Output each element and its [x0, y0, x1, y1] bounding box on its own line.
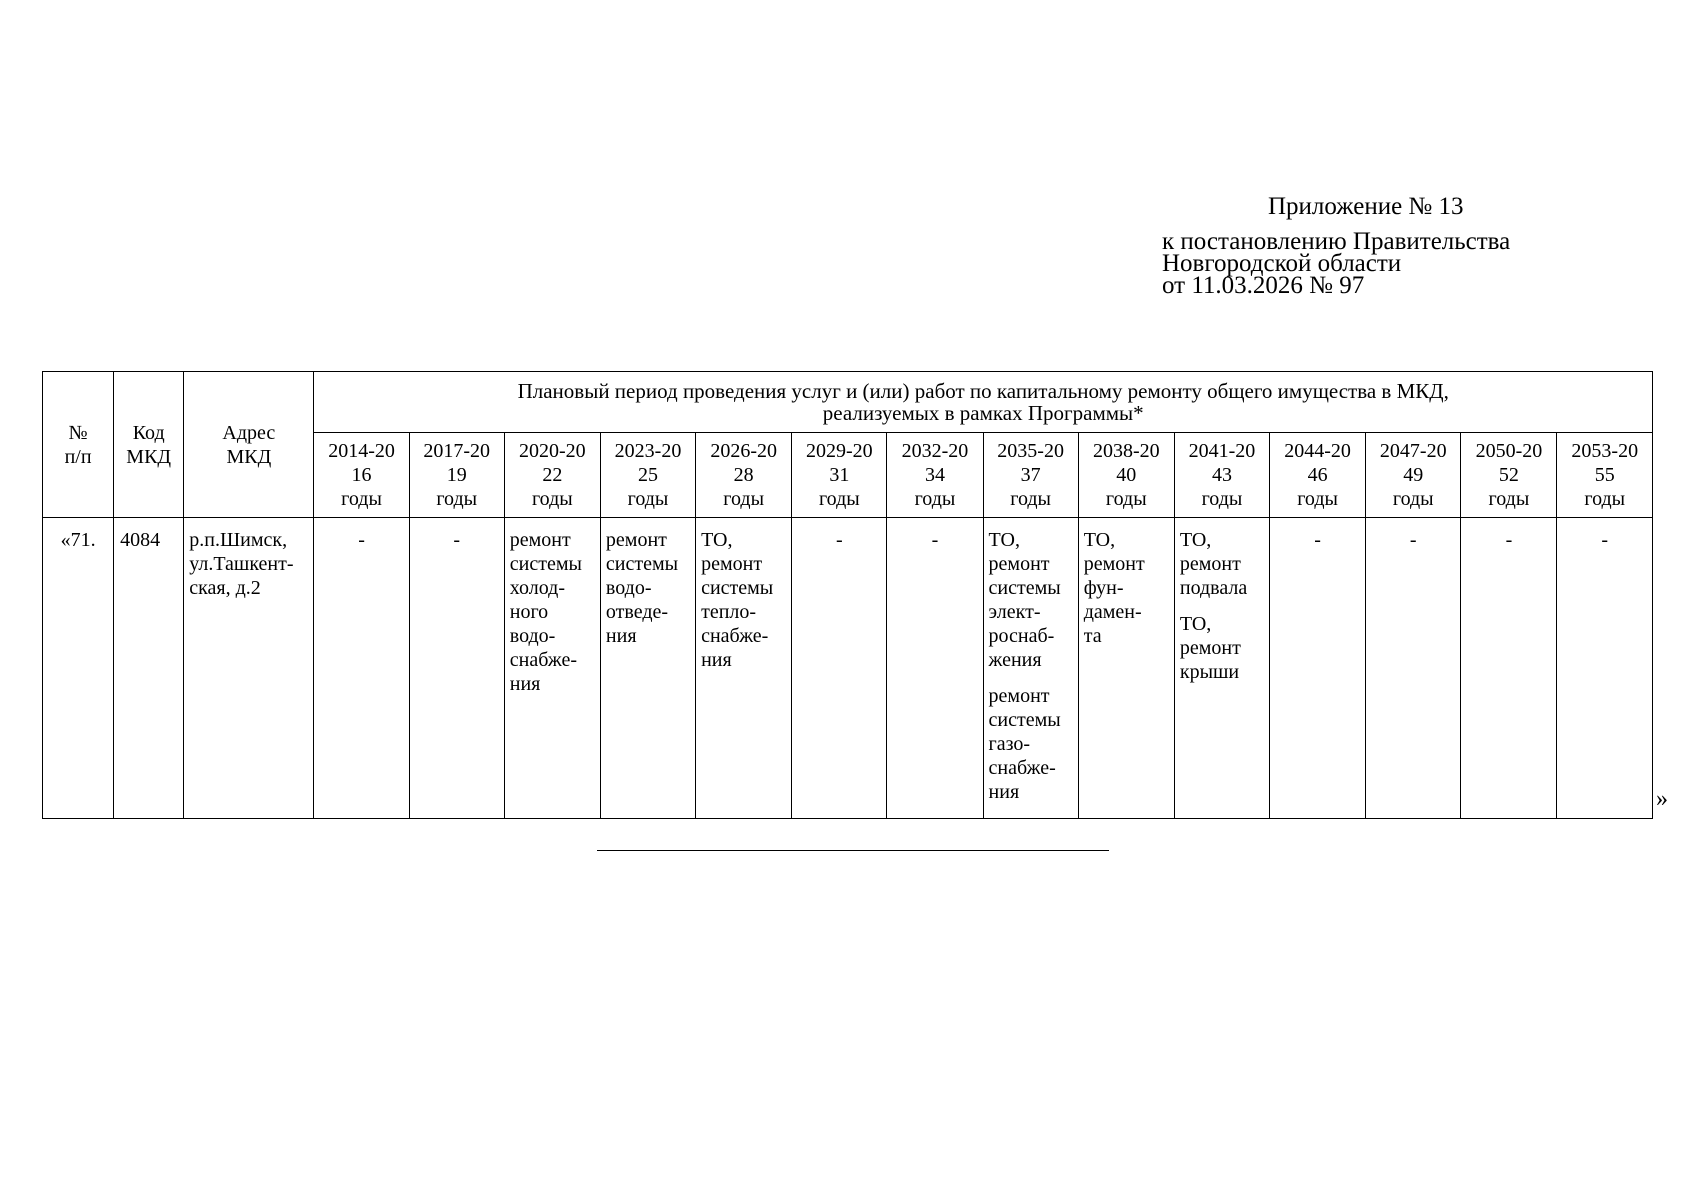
period-header: [1557, 433, 1653, 518]
col-header-code: [114, 372, 184, 518]
period-header-line: 43: [1211, 464, 1232, 486]
period-header-line: годы: [436, 488, 478, 510]
col-header-number-line: №: [68, 421, 88, 444]
work-item-line: ремонт: [988, 685, 1050, 707]
period-header-line: 2029-20: [805, 440, 873, 462]
work-item: [1180, 612, 1269, 684]
capital-repair-table: [42, 371, 1653, 819]
cell-no-work: -: [314, 518, 409, 819]
work-item-line: водо-: [605, 577, 652, 599]
cell-no-work: -: [409, 518, 504, 819]
work-item: [606, 528, 695, 648]
work-item-line: та: [1083, 625, 1102, 647]
period-header-line: 2014-20: [328, 440, 395, 462]
cell-work: [1078, 518, 1174, 819]
period-header-line: 16: [351, 464, 372, 486]
period-header-line: 52: [1498, 464, 1519, 486]
period-header: [1366, 433, 1461, 518]
period-header-line: годы: [1392, 488, 1434, 510]
work-item: [1084, 528, 1174, 648]
cell-address: [184, 518, 314, 819]
period-header: [314, 433, 409, 518]
resolution-line: от 11.03.2026 № 97: [1162, 272, 1365, 299]
work-item-line: крыши: [1179, 661, 1240, 683]
cell-no-work: -: [1461, 518, 1557, 819]
period-header-line: годы: [723, 488, 765, 510]
period-header: [983, 433, 1078, 518]
work-item-line: ТО,: [701, 529, 733, 551]
period-header-line: 2017-20: [423, 440, 491, 462]
planned-period-header-line: Плановый период проведения услуг и (или) работ по капитальному ремонту общего имущества в МКД,: [517, 379, 1449, 403]
closing-quote: »: [1656, 786, 1668, 812]
work-item-line: системы: [988, 709, 1061, 731]
col-header-number: [43, 372, 114, 518]
period-header-line: 40: [1116, 464, 1137, 486]
work-item-line: ния: [509, 673, 541, 695]
work-item: [989, 528, 1078, 672]
work-item-line: системы: [509, 553, 582, 575]
work-item-line: водо-: [509, 625, 556, 647]
work-item-line: системы: [701, 577, 774, 599]
col-header-address-line: МКД: [226, 445, 272, 468]
work-item-line: ремонт: [701, 553, 763, 575]
work-item-line: ремонт: [509, 529, 571, 551]
appendix-number: Приложение № 13: [1268, 193, 1464, 220]
period-header: [504, 433, 600, 518]
work-item-line: ния: [605, 625, 637, 647]
work-item-line: газо-: [988, 733, 1031, 755]
period-header: [1461, 433, 1557, 518]
work-item-line: ТО,: [988, 529, 1020, 551]
period-header-line: годы: [1105, 488, 1147, 510]
col-header-code-line: Код: [132, 421, 165, 444]
work-item: [701, 528, 791, 672]
cell-no-work: -: [1366, 518, 1461, 819]
cell-no-work: -: [1270, 518, 1366, 819]
period-header: [1174, 433, 1269, 518]
work-item-line: подвала: [1179, 577, 1248, 599]
work-item-line: ремонт: [605, 529, 667, 551]
period-header-line: 2026-20: [710, 440, 777, 462]
work-item: [1180, 528, 1269, 600]
work-item-line: снабже-: [701, 625, 769, 647]
cell-work: [1174, 518, 1269, 819]
period-header-line: годы: [914, 488, 956, 510]
period-header: [409, 433, 504, 518]
period-header-line: годы: [1488, 488, 1530, 510]
period-header-line: 46: [1307, 464, 1328, 486]
resolution-reference: [1162, 228, 1662, 299]
cell-number: «71.: [43, 518, 114, 819]
work-item: [510, 528, 600, 696]
work-item-line: роснаб-: [988, 625, 1055, 647]
period-header: [792, 433, 887, 518]
cell-work: [983, 518, 1078, 819]
work-item-line: ТО,: [1179, 613, 1212, 635]
work-item-line: ТО,: [1083, 529, 1116, 551]
period-header: [600, 433, 695, 518]
period-header-line: годы: [1010, 488, 1051, 510]
work-item-line: ного: [509, 601, 549, 623]
work-item-line: системы: [605, 553, 679, 575]
work-item-line: ремонт: [1083, 553, 1145, 575]
resolution-line: к постановлению Правительства: [1162, 228, 1511, 255]
work-item-line: ния: [988, 781, 1020, 803]
cell-no-work: -: [792, 518, 887, 819]
period-header-line: 19: [446, 464, 467, 486]
period-header-line: 31: [829, 464, 850, 486]
period-header-line: 2020-20: [519, 440, 586, 462]
period-header-line: 25: [638, 464, 658, 486]
address-line: ул.Ташкент-: [189, 553, 294, 575]
period-header-line: 2038-20: [1092, 440, 1160, 462]
table-row: [43, 518, 1653, 819]
period-header: [887, 433, 983, 518]
work-item-line: жения: [988, 649, 1042, 671]
address-line: ская, д.2: [189, 577, 261, 599]
period-header-line: годы: [818, 488, 860, 510]
planned-period-header-line: реализуемых в рамках Программы*: [822, 401, 1144, 425]
period-header-line: годы: [1201, 488, 1243, 510]
work-item-line: ремонт: [988, 553, 1050, 575]
period-header-line: 2035-20: [997, 440, 1064, 462]
footer-divider: [597, 850, 1109, 851]
period-header-line: годы: [1297, 488, 1338, 510]
period-header-line: 22: [542, 464, 563, 486]
period-header-line: годы: [627, 488, 669, 510]
col-header-address: [184, 372, 314, 518]
period-header: [1270, 433, 1366, 518]
cell-code: 4084: [114, 518, 184, 819]
work-item-line: тепло-: [701, 601, 757, 623]
work-item-line: фун-: [1083, 577, 1124, 599]
work-item-line: отведе-: [605, 601, 669, 623]
period-header-line: 2053-20: [1571, 440, 1639, 462]
period-header-line: 2041-20: [1188, 440, 1256, 462]
work-item-line: снабже-: [509, 649, 577, 671]
work-item-line: ремонт: [1179, 637, 1241, 659]
work-item-line: элект-: [988, 601, 1041, 623]
cell-work: [600, 518, 695, 819]
work-item-line: ремонт: [1179, 553, 1241, 575]
col-header-number-line: п/п: [64, 445, 92, 468]
appendix-heading: [1162, 193, 1662, 297]
period-header-line: 2050-20: [1475, 440, 1543, 462]
work-item-line: системы: [988, 577, 1061, 599]
period-header: [1078, 433, 1174, 518]
period-header: [696, 433, 792, 518]
period-header-line: годы: [531, 488, 573, 510]
work-item-line: снабже-: [988, 757, 1056, 779]
planned-period-header: [314, 372, 1653, 433]
period-header-line: 2044-20: [1284, 440, 1351, 462]
work-item: [989, 684, 1078, 804]
period-header-line: 55: [1594, 464, 1615, 486]
work-item-line: ния: [701, 649, 732, 671]
resolution-line: Новгородской области: [1162, 250, 1402, 277]
period-header-line: 37: [1020, 464, 1041, 486]
col-header-code-line: МКД: [126, 445, 172, 468]
cell-no-work: -: [887, 518, 983, 819]
period-header-line: 34: [924, 464, 945, 486]
address-line: р.п.Шимск,: [189, 529, 288, 551]
cell-work: [504, 518, 600, 819]
col-header-address-line: Адрес: [222, 421, 276, 444]
period-header-line: годы: [1584, 488, 1626, 510]
period-header-line: 2032-20: [901, 440, 969, 462]
cell-work: [696, 518, 792, 819]
period-header-line: годы: [341, 488, 382, 510]
work-item-line: дамен-: [1083, 601, 1142, 623]
work-item-line: холод-: [509, 577, 565, 599]
period-header-line: 49: [1403, 464, 1424, 486]
period-header-line: 28: [733, 464, 754, 486]
period-header-line: 2047-20: [1379, 440, 1447, 462]
cell-no-work: -: [1557, 518, 1653, 819]
period-header-line: 2023-20: [614, 440, 682, 462]
work-item-line: ТО,: [1179, 529, 1212, 551]
